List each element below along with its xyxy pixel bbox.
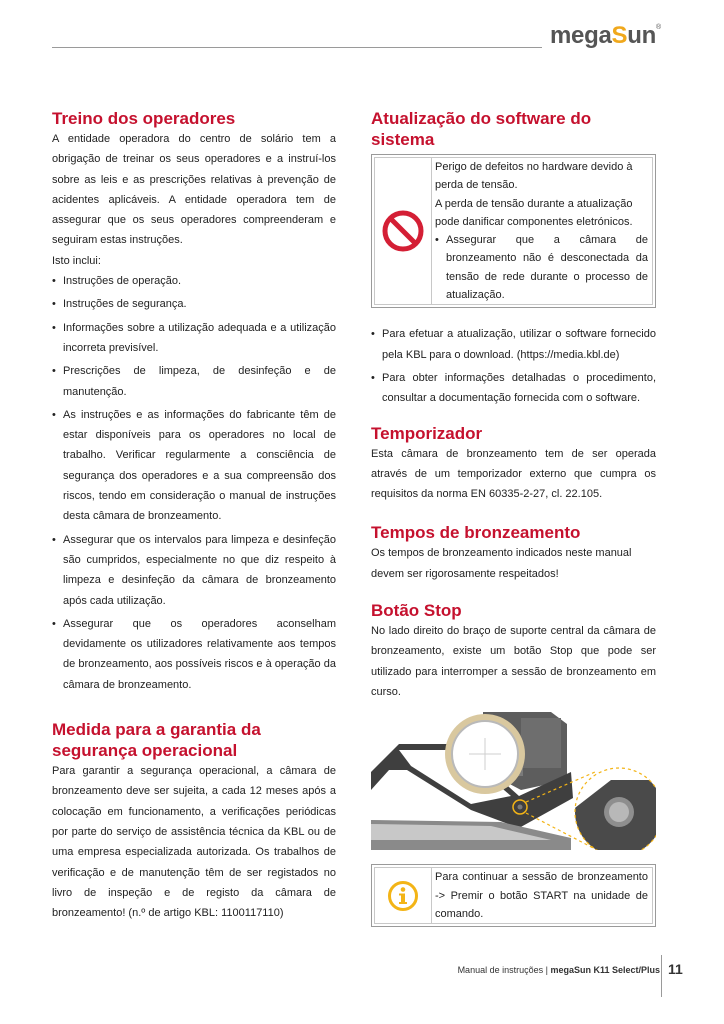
list-item: • Instruções de operação. (52, 271, 336, 291)
timer-heading: Temporizador (371, 423, 483, 443)
operator-training-heading: Treino dos operadores (52, 109, 236, 128)
list-item: • Para efetuar a atualização, utilizar o software fornecido pela KBL para o download. (https://media.kbl.de) (371, 324, 656, 365)
logo-prefix: mega (550, 22, 612, 49)
list-item: • As instruções e as informações do fabricante têm de estar disponíveis para os operadores no local de trabalho. Verificar regularmente a consciência de segurança dos operadores e a sua compreensão dos riscos, tendo em consideração o manual de instruções desta câmara de bronzeamento. (52, 405, 336, 527)
warning-line-2: A perda de tensão durante a atualização pode danificar componentes eletrónicos. (435, 197, 633, 228)
tanning-times-heading: Tempos de bronzeamento (371, 523, 581, 543)
list-item: • Para obter informações detalhadas o procedimento, consultar a documentação fornecida com o software. (371, 368, 656, 409)
list-item: • Assegurar que os intervalos para limpeza e desinfeção são cumpridos, especialmente no que diz respeito à limpeza e desinfeção da câmara de bronzeamento após cada utilização. (52, 530, 336, 611)
stop-button-heading: Botão Stop (371, 601, 462, 621)
list-item: • Prescrições de limpeza, de desinfeção e de manutenção. (52, 361, 336, 402)
info-icon-cell (375, 868, 432, 923)
brand-logo (550, 22, 661, 50)
warning-line-1: Perigo de defeitos no hardware devido à perda de tensão. (435, 161, 633, 192)
software-update-section (371, 108, 656, 409)
list-item: • Informações sobre a utilização adequada e a utilização incorreta previsível. (52, 318, 336, 359)
list-item: • Assegurar que os operadores aconselham devidamente os utilizadores relativamente aos tempos de bronzeamento, aos possíveis riscos e à operação da câmara de bronzeamento. (52, 614, 336, 695)
timer-body: Esta câmara de bronzeamento tem de ser operada através de um temporizador externo que cumpra os requisitos da norma EN 60335-2-27, cl. 22.105. (371, 447, 656, 501)
page-footer (420, 965, 660, 975)
operational-safety-heading: Medida para a garantia da segurança operacional (52, 720, 261, 761)
logo-suffix: un (627, 22, 656, 49)
footer-divider (661, 955, 662, 997)
prohibition-icon (381, 209, 425, 253)
warning-bullet: • Assegurar que a câmara de bronzeamento não é desconectada da tensão de rede durante o processo de atualização. (435, 231, 648, 304)
stop-button-illustration (371, 710, 656, 850)
tanning-times-body: Os tempos de bronzeamento indicados neste manual devem ser rigorosamente respeitados! (371, 547, 632, 580)
right-column (371, 108, 656, 927)
footer-manual-label: Manual de instruções | (457, 965, 551, 975)
footer-product: megaSun K11 Select/Plus (550, 965, 660, 975)
software-update-list (371, 324, 656, 408)
operator-training-intro: A entidade operadora do centro de solário tem a obrigação de treinar os seus operadores e a instruí-los sobre as leis e as prescrições relativas à prevenção de acidentes aplicáveis. A entidade operadora tem de assegurar que os seus operadores compreenderam e seguiram estas instruções. (52, 133, 336, 247)
operator-training-includes: Isto inclui: (52, 254, 101, 267)
info-notice-box (371, 864, 656, 927)
info-icon (387, 880, 419, 912)
tanning-times-section (371, 522, 656, 584)
stop-button-section (371, 600, 656, 927)
software-update-heading: Atualização do software do sistema (371, 109, 592, 149)
info-notice-text: Para continuar a sessão de bronzeamento -> Premir o botão START na unidade de comando. (435, 871, 648, 920)
logo-trademark: ® (655, 24, 661, 31)
operational-safety-section (52, 719, 336, 923)
left-column (52, 108, 336, 923)
list-item: • Instruções de segurança. (52, 294, 336, 314)
stop-button-body: No lado direito do braço de suporte central da câmara de bronzeamento, existe um botão Stop que pode ser utilizado para interromper a sessão de bronzeamento em curso. (371, 625, 656, 698)
hardware-warning-box (371, 154, 656, 308)
logo-highlight: S (611, 22, 628, 49)
timer-section (371, 423, 656, 505)
operator-training-list (52, 271, 336, 695)
header-rule (52, 47, 542, 48)
operational-safety-body: Para garantir a segurança operacional, a câmara de bronzeamento deve ser sujeita, a cada 12 meses após a colocação em funcionamento, a verificações periódicas por parte do serviço de assistência técnica da KBL ou de uma empresa especializada autorizada. Os trabalhos de verificação e de manutenção têm de ser registados no livro de inspeção e de registo da câmara de bronzeamento! (n.º de artigo KBL: 1100117110) (52, 765, 336, 920)
page-number: 11 (668, 961, 683, 977)
operator-training-section (52, 108, 336, 695)
stop-button-diagram (371, 710, 656, 850)
prohibition-icon-cell (375, 158, 432, 304)
